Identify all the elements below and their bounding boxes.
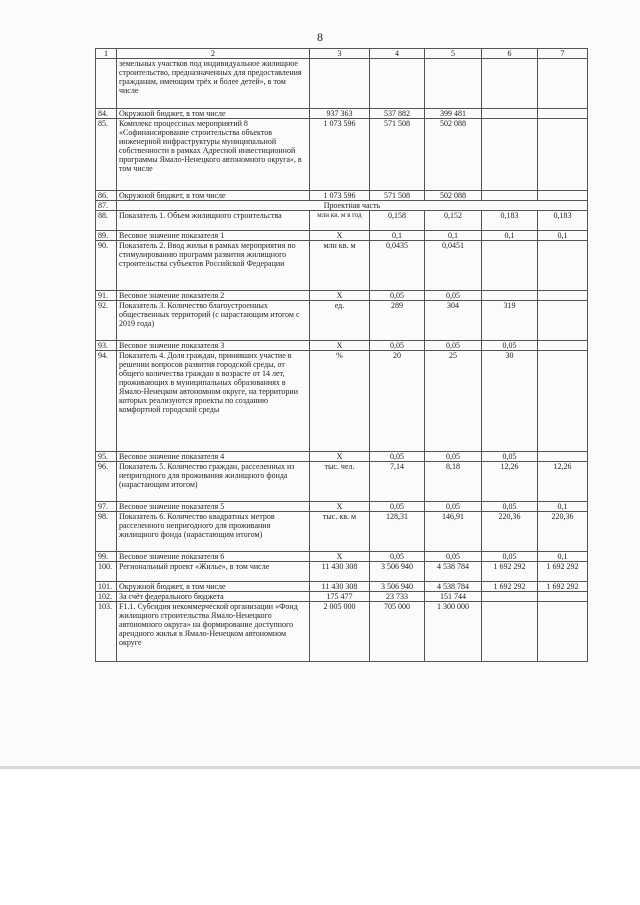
table-row [96,201,588,211]
value-cell [538,241,588,291]
value-cell [482,592,538,602]
table-row [96,291,588,301]
value-cell: 0,05 [370,552,425,562]
item-name-cell: Показатель 5. Количество граждан, расселенных из непригодного для проживания жилищного фонда (нарастающим итогом) [117,462,310,502]
value-cell: 0,05 [370,291,425,301]
value-cell: 0,05 [425,291,482,301]
unit-cell: 937 363 [310,109,370,119]
row-number-cell: 94. [96,351,117,452]
value-cell: 8,18 [425,462,482,502]
row-number-cell: 99. [96,552,117,562]
unit-cell: тыс. кв. м [310,512,370,552]
page-number: 8 [317,30,323,44]
unit-cell: 11 430 308 [310,562,370,582]
item-name-cell: Комплекс процессных мероприятий 8 «Софинансирование строительства объектов инженерной инфраструктуры муниципальной собственности в рамках Адресной инвестиционной программы Ямало-Ненецкого автономного округа», в том числе [117,119,310,191]
table-row [96,602,588,662]
value-cell: 30 [482,351,538,452]
value-cell: 1 692 292 [538,582,588,592]
value-cell: 0,1 [538,552,588,562]
item-name-cell: Показатель 3. Количество благоустроенных общественных территорий (с нарастающим итогом с 2019 года) [117,301,310,341]
value-cell: 0,152 [425,211,482,231]
value-cell [538,592,588,602]
row-number-cell: 93. [96,341,117,351]
item-name-cell: За счёт федерального бюджета [117,592,310,602]
table-row [96,191,588,201]
value-cell: 0,1 [370,231,425,241]
value-cell: 151 744 [425,592,482,602]
value-cell: 289 [370,301,425,341]
row-number-cell [96,59,117,109]
unit-cell: 1 073 596 [310,119,370,191]
unit-cell: Х [310,341,370,351]
row-number-cell: 101. [96,582,117,592]
value-cell [538,351,588,452]
scan-edge [0,766,640,769]
table-header-row [96,49,588,59]
value-cell: 399 481 [425,109,482,119]
value-cell [538,59,588,109]
value-cell: 1 692 292 [482,582,538,592]
value-cell [538,341,588,351]
value-cell: 0,05 [482,552,538,562]
value-cell: 20 [370,351,425,452]
value-cell [482,291,538,301]
table-row [96,562,588,582]
value-cell: 0,1 [538,502,588,512]
table-row [96,109,588,119]
value-cell: 0,05 [370,502,425,512]
row-number-cell: 98. [96,512,117,552]
value-cell: 537 882 [370,109,425,119]
unit-cell: 1 073 596 [310,191,370,201]
header-cell: 7 [538,49,588,59]
unit-cell: тыс. чел. [310,462,370,502]
value-cell: 4 538 784 [425,582,482,592]
value-cell: 0,05 [370,341,425,351]
table-row [96,552,588,562]
row-number-cell: 102. [96,592,117,602]
item-name-cell: Весовое значение показателя 3 [117,341,310,351]
value-cell: 0,05 [425,452,482,462]
value-cell: 705 000 [370,602,425,662]
header-cell: 1 [96,49,117,59]
table-row [96,351,588,452]
table-row [96,59,588,109]
table-row [96,592,588,602]
value-cell [482,602,538,662]
value-cell [482,109,538,119]
value-cell [538,602,588,662]
value-cell [482,241,538,291]
value-cell [482,119,538,191]
value-cell: 3 506 940 [370,562,425,582]
table-row [96,502,588,512]
value-cell: 12,26 [482,462,538,502]
row-number-cell: 91. [96,291,117,301]
row-number-cell: 87. [96,201,117,211]
item-name-cell: Весовое значение показателя 4 [117,452,310,462]
value-cell: 0,0435 [370,241,425,291]
item-name-cell: Окружной бюджет, в том числе [117,582,310,592]
value-cell: 304 [425,301,482,341]
value-cell [482,59,538,109]
table-row [96,452,588,462]
row-number-cell: 85. [96,119,117,191]
item-name-cell: Окружной бюджет, в том числе [117,191,310,201]
unit-cell: млн кв. м [310,241,370,291]
value-cell: 25 [425,351,482,452]
row-number-cell: 92. [96,301,117,341]
value-cell: 502 088 [425,119,482,191]
value-cell: 7,14 [370,462,425,502]
section-title-cell: Проектная часть [117,201,588,211]
value-cell: 23 733 [370,592,425,602]
unit-cell: Х [310,231,370,241]
row-number-cell: 95. [96,452,117,462]
value-cell: 0,05 [425,502,482,512]
value-cell: 1 300 000 [425,602,482,662]
value-cell: 0,05 [370,452,425,462]
value-cell [482,191,538,201]
table-row [96,211,588,231]
value-cell: 571 508 [370,191,425,201]
unit-cell: Х [310,502,370,512]
item-name-cell: Показатель 2. Ввод жилья в рамках мероприятия по стимулированию программ развития жилищного строительства субъектов Российской Федерации [117,241,310,291]
value-cell: 128,31 [370,512,425,552]
unit-cell: Х [310,291,370,301]
value-cell: 0,1 [538,231,588,241]
value-cell: 0,05 [482,502,538,512]
value-cell: 319 [482,301,538,341]
row-number-cell: 86. [96,191,117,201]
item-name-cell: Весовое значение показателя 2 [117,291,310,301]
value-cell [370,59,425,109]
value-cell: 1 692 292 [482,562,538,582]
item-name-cell: F1.1. Субсидия некоммерческой организации «Фонд жилищного строительства Ямало-Ненецкого автономного округа» на формирование доступного арендного жилья в Ямало-Ненецком автономном округе [117,602,310,662]
row-number-cell: 97. [96,502,117,512]
value-cell: 0,05 [425,552,482,562]
item-name-cell: Весовое значение показателя 6 [117,552,310,562]
unit-cell: 175 477 [310,592,370,602]
value-cell: 220,36 [538,512,588,552]
header-cell: 2 [117,49,310,59]
unit-cell: млн кв. м в год [310,211,370,231]
row-number-cell: 103. [96,602,117,662]
value-cell: 146,91 [425,512,482,552]
table-row [96,301,588,341]
item-name-cell: Региональный проект «Жилье», в том числе [117,562,310,582]
value-cell [538,291,588,301]
table-row [96,241,588,291]
value-cell: 0,183 [482,211,538,231]
value-cell [538,452,588,462]
table-row [96,582,588,592]
row-number-cell: 89. [96,231,117,241]
value-cell [538,109,588,119]
value-cell [538,119,588,191]
value-cell: 0,183 [538,211,588,231]
header-cell: 6 [482,49,538,59]
value-cell: 502 088 [425,191,482,201]
unit-cell: 2 005 000 [310,602,370,662]
unit-cell: Х [310,552,370,562]
table-row [96,119,588,191]
row-number-cell: 96. [96,462,117,502]
row-number-cell: 84. [96,109,117,119]
budget-table [95,48,588,662]
value-cell: 0,1 [482,231,538,241]
unit-cell: Х [310,452,370,462]
value-cell: 3 506 940 [370,582,425,592]
item-name-cell: Весовое значение показателя 1 [117,231,310,241]
unit-cell: ед. [310,301,370,341]
value-cell: 571 508 [370,119,425,191]
header-cell: 4 [370,49,425,59]
unit-cell: 11 430 308 [310,582,370,592]
item-name-cell: Весовое значение показателя 5 [117,502,310,512]
header-cell: 5 [425,49,482,59]
value-cell: 4 538 784 [425,562,482,582]
value-cell: 0,05 [425,341,482,351]
value-cell [538,301,588,341]
item-name-cell: Показатель 6. Количество квадратных метров расселенного непригодного для проживания жилищного фонда (нарастающим итогом) [117,512,310,552]
value-cell [538,191,588,201]
item-name-cell: Показатель 1. Объем жилищного строительства [117,211,310,231]
table-row [96,512,588,552]
row-number-cell: 90. [96,241,117,291]
row-number-cell: 100. [96,562,117,582]
value-cell: 0,05 [482,341,538,351]
unit-cell: % [310,351,370,452]
table-row [96,231,588,241]
value-cell: 0,1 [425,231,482,241]
table-row [96,462,588,502]
value-cell: 0,0451 [425,241,482,291]
unit-cell [310,59,370,109]
value-cell: 0,158 [370,211,425,231]
table-row [96,341,588,351]
item-name-cell: Показатель 4. Доля граждан, принявших участие в решении вопросов развития городской среды, от общего количества граждан в возрасте от 14 лет, проживающих в муниципальных образованиях в Ямало-Ненецком автономном округе, на территории которых реализуются проекты по созданию комфортной городской среды [117,351,310,452]
row-number-cell: 88. [96,211,117,231]
value-cell: 220,36 [482,512,538,552]
value-cell: 1 692 292 [538,562,588,582]
header-cell: 3 [310,49,370,59]
value-cell: 0,05 [482,452,538,462]
item-name-cell: земельных участков под индивидуальное жилищное строительство, предназначенных для предоставления гражданам, имеющим трёх и более детей», в том числе [117,59,310,109]
value-cell: 12,26 [538,462,588,502]
value-cell [425,59,482,109]
item-name-cell: Окружной бюджет, в том числе [117,109,310,119]
